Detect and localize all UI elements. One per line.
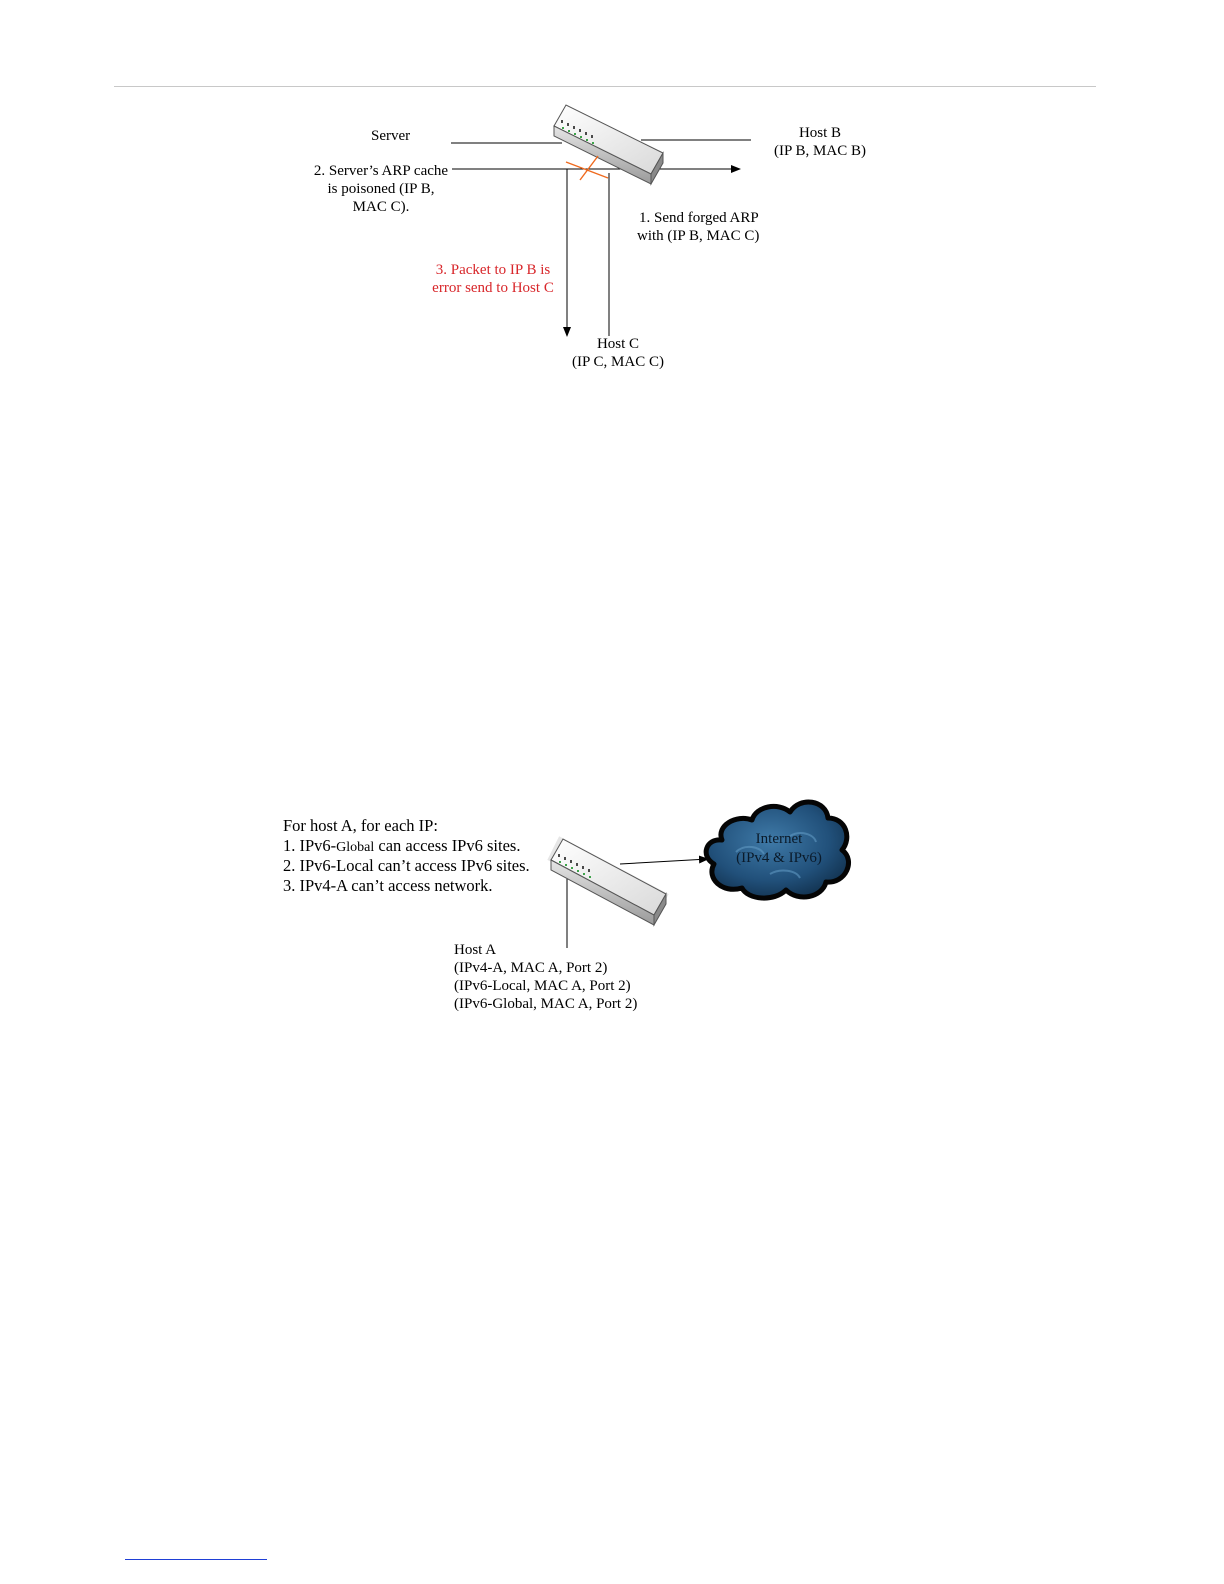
internet-link-arrow	[620, 859, 708, 864]
host-a-access-diagram	[283, 802, 849, 1012]
access-item-1-suffix: can access IPv6 sites.	[374, 836, 521, 855]
host-a-label: Host A	[454, 942, 497, 958]
arp-spoof-diagram	[314, 105, 866, 370]
server-label: Server	[371, 128, 411, 144]
host-c-address: (IP C, MAC C)	[572, 354, 664, 370]
poisoned-note-line2: is poisoned (IP B,	[327, 181, 435, 197]
access-item-1-prefix: 1. IPv6-	[283, 836, 337, 855]
access-heading: For host A, for each IP:	[283, 816, 438, 835]
poisoned-note-line1: 2. Server’s ARP cache	[313, 163, 449, 179]
host-a-ipv6-global: (IPv6-Global, MAC A, Port 2)	[454, 996, 638, 1012]
footnote-rule	[125, 1559, 267, 1560]
network-switch-icon	[554, 105, 663, 184]
access-item-3: 3. IPv4-A can’t access network.	[283, 876, 493, 895]
internet-label: Internet	[755, 831, 803, 847]
host-a-ipv4: (IPv4-A, MAC A, Port 2)	[454, 960, 608, 976]
host-a-ipv6-local: (IPv6-Local, MAC A, Port 2)	[454, 978, 631, 994]
host-b-address: (IP B, MAC B)	[774, 143, 866, 159]
host-b-label: Host B	[798, 125, 842, 141]
poisoned-note-line3: MAC C).	[352, 199, 410, 215]
forged-arp-note-line2: with (IP B, MAC C)	[637, 228, 760, 244]
packet-error-note-line1: 3. Packet to IP B is	[435, 262, 551, 278]
packet-error-note-line2: error send to Host C	[432, 280, 554, 296]
host-c-label: Host C	[596, 336, 640, 352]
internet-protocols: (IPv4 & IPv6)	[736, 850, 822, 866]
access-item-2: 2. IPv6-Local can’t access IPv6 sites.	[283, 856, 530, 875]
access-item-1-emph: Global	[336, 840, 375, 855]
forged-arp-note-line1: 1. Send forged ARP	[639, 210, 759, 226]
access-item-1	[283, 836, 520, 855]
